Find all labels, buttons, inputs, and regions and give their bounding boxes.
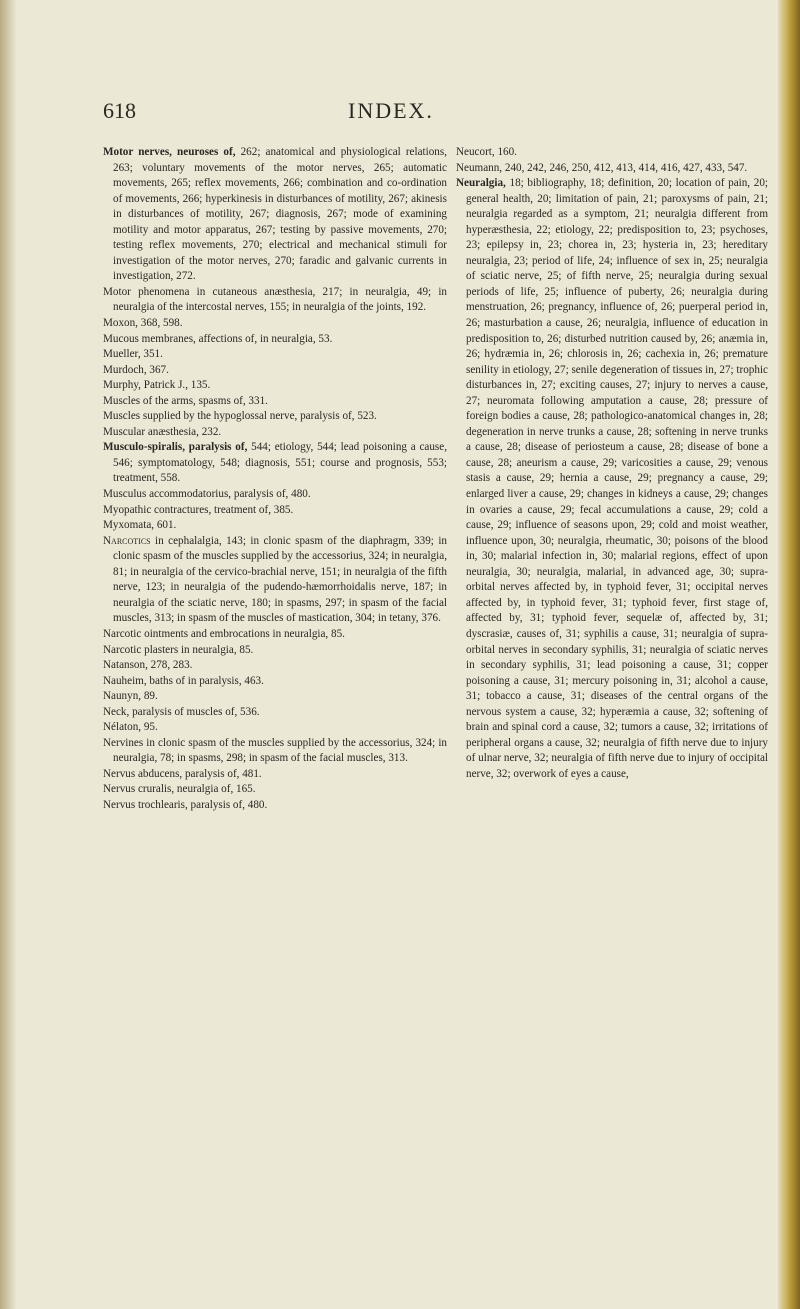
index-entry <box>103 487 447 503</box>
index-entry-text: Myopathic contractures, treatment of, 385. <box>103 503 294 516</box>
index-entry-text: Musculus accommodatorius, paralysis of, 480. <box>103 488 311 501</box>
index-entry <box>103 332 447 348</box>
book-binding-shadow <box>0 0 16 1309</box>
index-entry <box>103 409 447 425</box>
index-entry <box>103 394 447 410</box>
index-entry-text: Muscles supplied by the hypoglossal nerve, paralysis of, 523. <box>103 410 377 423</box>
running-head: INDEX. <box>348 98 434 123</box>
page-number: 618 <box>103 98 136 123</box>
index-entry-text: Nervus abducens, paralysis of, 481. <box>103 767 262 780</box>
index-entry-text: Neumann, 240, 242, 246, 250, 412, 413, 414, 416, 427, 433, 547. <box>456 161 748 174</box>
index-entry <box>103 363 447 379</box>
index-entry-text: Muscles of the arms, spasms of, 331. <box>103 394 268 407</box>
index-entry-text: in cephalalgia, 143; in clonic spasm of the diaphragm, 339; in clonic spasm of the muscles supplied by the accessorius, 324; in neuralgia, 81; in neuralgia of the cervico-brachial nerve, 151; in neuralgia of the fifth nerve, 123; in neuralgia of the pudendo-hæmorrhoidalis nerve, 187; in neuralgia of the sciatic nerve, 180; in spasms, 297; in spasm of the facial muscles, 313; in spasm of the muscles of mastication, 304; in tetany, 376. <box>113 534 447 625</box>
index-entry-text: Nervus trochlearis, paralysis of, 480. <box>103 798 268 811</box>
index-entry-heading: Motor nerves, neuroses of, <box>103 146 236 158</box>
index-entry <box>103 689 447 705</box>
index-entry-text: Nervus cruralis, neuralgia of, 165. <box>103 783 256 796</box>
index-entry-text: Nélaton, 95. <box>103 721 158 734</box>
index-entry-text: Naunyn, 89. <box>103 690 158 703</box>
index-entry-text: 544; etiology, 544; lead poisoning a cause, 546; symptomatology, 548; diagnosis, 551; course and prognosis, 553; treatment, 558. <box>113 441 447 485</box>
index-entry <box>103 534 447 627</box>
index-entry <box>456 145 768 161</box>
index-entry-text: Murdoch, 367. <box>103 363 169 376</box>
index-column-left <box>103 145 447 814</box>
index-entry-text: Moxon, 368, 598. <box>103 317 183 330</box>
index-entry-text: Narcotic plasters in neuralgia, 85. <box>103 643 254 656</box>
index-entry-text: 262; anatomical and physiological relations, 263; voluntary movements of the motor nerves, 265; automatic movements, 265; reflex movements, 266; combination and co-ordination of movements, 266; hyperkinesis in disturbances of motility, 267; akinesis in disturbances of motility, 267; diagnosis, 267; mode of examining motility and motor apparatus, 267; testing by passive movements, 270; testing reflex movements, 270; electrical and mechanical stimuli for investigation of the motor nerves, 270; faradic and galvanic currents in investigation, 272. <box>113 146 447 283</box>
index-entry <box>103 285 447 316</box>
index-entry <box>103 518 447 534</box>
index-entry <box>103 658 447 674</box>
index-entry <box>103 782 447 798</box>
index-entry-heading: Musculo-spiralis, paralysis of, <box>103 441 248 454</box>
index-column-right <box>456 145 768 782</box>
index-entry-heading: Narcotics <box>103 534 151 547</box>
index-entry <box>456 161 768 177</box>
index-entry-text: Nervines in clonic spasm of the muscles supplied by the accessorius, 324; in neuralgia, 78; in spasms, 298; in spasm of the facial muscles, 313. <box>103 736 447 765</box>
index-entry <box>103 316 447 332</box>
index-entry-text: Narcotic ointments and embrocations in neuralgia, 85. <box>103 627 345 640</box>
index-entry-text: 18; bibliography, 18; definition, 20; location of pain, 20; general health, 20; limitation of pain, 21; paroxysms of pain, 21; neuralgia regarded as a symptom, 21; neuralgia different from hyperæsthesia, 22; etiology, 22; predisposition to, 23; psychoses, 23; epilepsy in, 23; chorea in, 23; hysteria in, 23; hereditary neuralgia, 23; period of life, 24; influence of sex in, 25; neuralgia of sciatic nerve, 25; of fifth nerve, 25; neuralgia during sexual periods of life, 25; influence of puberty, 26; neuralgia during menstruation, 26; pregnancy, influence of, 26; puerperal period in, 26; masturbation a cause, 26; neuralgia, influence of education in predisposition to, 26; disturbed nutrition caused by, 26; anæmia in, 26; hydræmia in, 26; chlorosis in, 26; cachexia in, 26; premature senility in etiology, 27; senile degeneration of tissues in, 27; trophic disturbances in, 27; exciting causes, 27; injury to nerves a cause, 27; neuromata following amputation a cause, 28; pressure of foreign bodies a cause, 28; pathologico-anatomical changes in, 28; degeneration in nerve trunks a cause, 28; softening in nerve trunks a cause, 28; disease of periosteum a cause, 28; disease of bone a cause, 28; aneurism a cause, 29; varicosities a cause, 29; venous stasis a cause, 29; hernia a cause, 29; pregnancy a cause, 29; enlarged liver a cause, 29; changes in kidneys a cause, 29; changes in ovaries a cause, 29; fecal accumulations a cause, 29; cold a cause, 29; influence of seasons upon, 29; cold and moist weather, influence upon, 30; neuralgia, rheumatic, 30; poisons of the blood in, 30; malarial infection in, 30; malarial regions, effect of upon neuralgia, 30; neuralgia, malarial, in advanced age, 30; supra-orbital nerves affected by, in typhoid fever, 31; occipital nerves affected by, in typhoid fever, 31; typhoid fever, first stage of, affected by, 31; typhoid fever, sequelæ of, affected by, 31; dyscrasiæ, causes of, 31; syphilis a cause, 31; neuralgia of supra-orbital nerves in secondary syphilis, 31; neuralgia of sciatic nerves in secondary syphilis, 31; lead poisoning a cause, 31; copper poisoning a cause, 31; mercury poisoning in, 31; alcohol a cause, 31; tobacco a cause, 31; diseases of the central organs of the nervous system a cause, 32; hyperæmia a cause, 32; softening of brain and spinal cord a cause, 32; tumors a cause, 32; irritations of peripheral organs a cause, 32; neuralgia of fifth nerve due to injury of ulnar nerve, 32; neuralgia of fifth nerve due to injury of occipital nerve, 32; overwork of eyes a cause, <box>466 177 768 780</box>
index-entry-text: Mueller, 351. <box>103 348 163 361</box>
index-entry-text: Mucous membranes, affections of, in neuralgia, 53. <box>103 332 333 345</box>
index-entry-text: Motor phenomena in cutaneous anæsthesia, 217; in neuralgia, 49; in neuralgia of the intercostal nerves, 155; in neuralgia of the joints, 192. <box>103 285 447 314</box>
index-entry <box>103 767 447 783</box>
index-entry <box>103 643 447 659</box>
index-entry <box>103 347 447 363</box>
index-entry-text: Murphy, Patrick J., 135. <box>103 379 211 392</box>
index-entry <box>103 378 447 394</box>
index-entry <box>103 145 447 285</box>
page-edge-stain <box>778 0 800 1309</box>
index-entry <box>103 503 447 519</box>
index-entry <box>103 798 447 814</box>
index-entry-text: Myxomata, 601. <box>103 519 177 532</box>
index-entry <box>103 736 447 767</box>
index-entry-text: Neck, paralysis of muscles of, 536. <box>103 705 260 718</box>
index-entry-text: Natanson, 278, 283. <box>103 659 193 672</box>
index-entry <box>103 720 447 736</box>
index-entry <box>103 674 447 690</box>
index-entry <box>103 425 447 441</box>
index-entry-text: Nauheim, baths of in paralysis, 463. <box>103 674 264 687</box>
index-entry-heading: Neuralgia, <box>456 177 506 190</box>
index-entry <box>103 627 447 643</box>
index-entry <box>456 176 768 782</box>
index-entry-text: Neucort, 160. <box>456 146 517 158</box>
index-entry <box>103 440 447 487</box>
index-entry <box>103 705 447 721</box>
index-entry-text: Muscular anæsthesia, 232. <box>103 425 222 438</box>
